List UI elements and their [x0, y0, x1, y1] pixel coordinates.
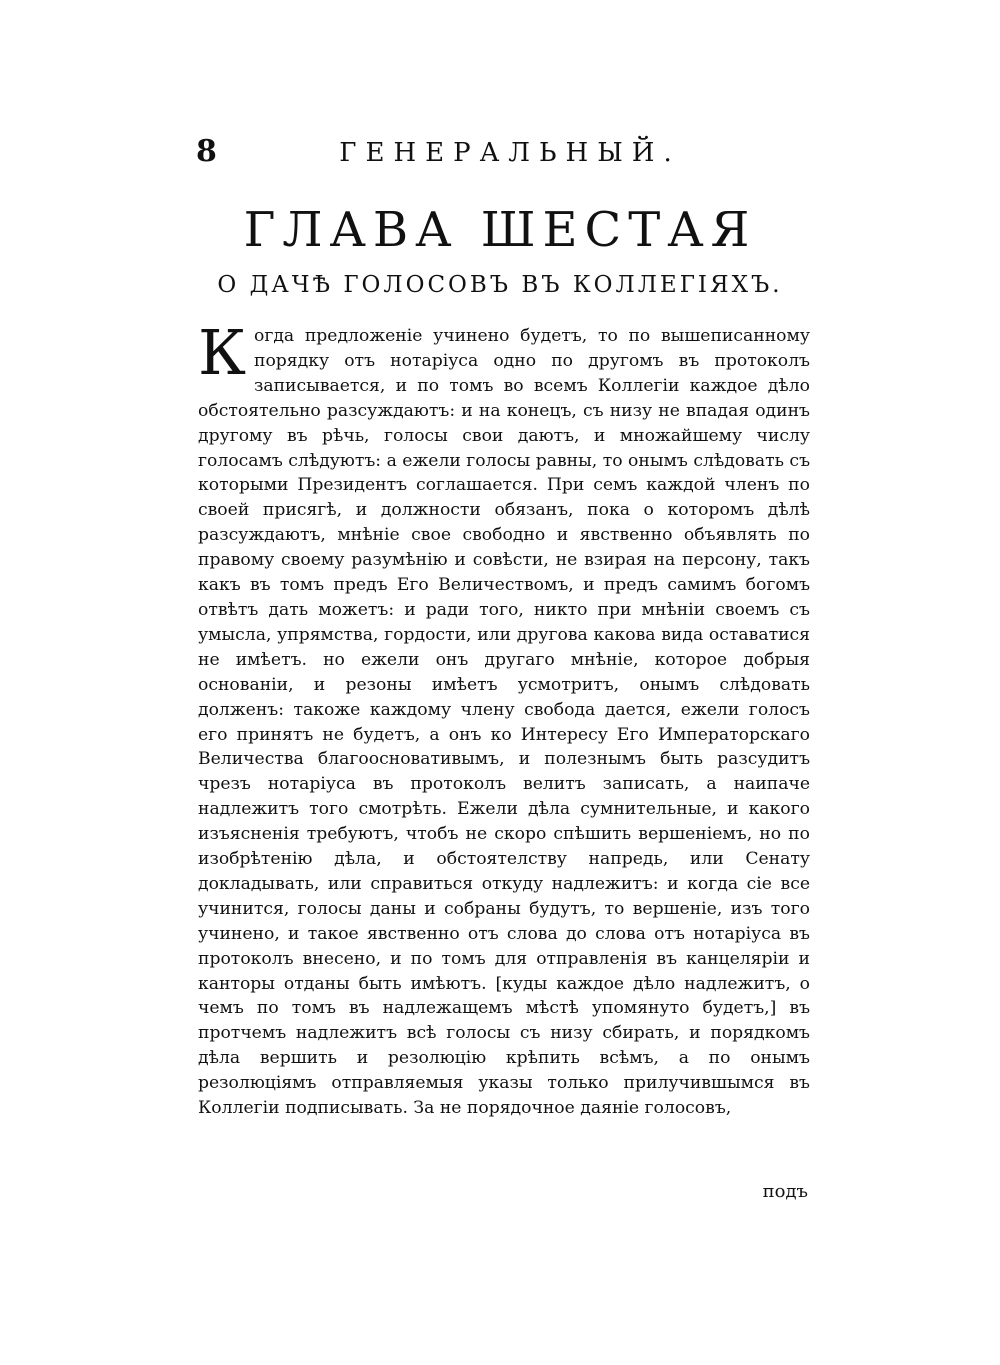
page-number: 8: [196, 134, 217, 169]
chapter-subtitle: О ДАЧѢ ГОЛОСОВЪ ВЪ КОЛЛЕГIЯХЪ.: [217, 272, 783, 298]
catchword: подъ: [762, 1181, 808, 1202]
body-paragraph: [198, 316, 810, 1121]
running-head: ГЕНЕРАЛЬНЫЙ.: [339, 138, 681, 168]
drop-cap: К: [198, 316, 246, 389]
body-text: огда предложенiе учинено будетъ, то по вышеписанному порядку отъ нотарiуса одно по другомъ въ протоколъ записывается, и по томъ во всемъ Коллегiи каждое дѣло обстоятельно разсуждаютъ: и на конецъ, съ низу не впадая одинъ другому въ рѣчь, голосы свои даютъ, и множайшему числу голосамъ слѣдуютъ: а ежели голосы равны, то онымъ слѣдовать съ которыми Президентъ соглашается. При семъ каждой членъ по своей присягѣ, и должности обязанъ, пока о которомъ дѣлѣ разсуждаютъ, мнѣнiе свое свободно и явственно объявлять по правому своему разумѣнiю и совѣсти, не взирая на персону, такъ какъ въ томъ предъ Его Величествомъ, и предъ самимъ богомъ отвѣтъ дать можетъ: и ради того, никто при мнѣнiи своемъ съ умысла, упрямства, гордости, или другова какова вида оставатися не имѣетъ. но ежели онъ другаго мнѣнiе, которое добрыя основанiи, и резоны имѣетъ усмотритъ, онымъ слѣдовать долженъ: такоже каждому члену свобода дается, ежели голосъ его принятъ не будетъ, а онъ ко Интересу Его Императорскаго Величества благоосновативымъ, и полезнымъ быть разсудитъ чрезъ нотарiуса въ протоколъ велитъ записать, а наипаче надлежитъ того смотрѣть. Ежели дѣла сумнительные, и какого изъясненiя требуютъ, чтобъ не скоро спѣшить вершенiемъ, но по изобрѣтенiю дѣла, и обстоятелству напредь, или Сенату докладывать, или справиться откуду надлежитъ: и когда сiе все учинится, голосы даны и собраны будутъ, то вершенiе, изъ того учинено, и такое явственно отъ слова до слова отъ нотарiуса въ протоколъ внесено, и по томъ для отправленiя въ канцелярiи и канторы отданы быть имѣютъ. [куды каждое дѣло надлежитъ, о чемъ по томъ въ надлежащемъ мѣстѣ упомянуто будетъ,] въ протчемъ надлежитъ всѣ голосы съ низу сбирать, и порядкомъ дѣла вершить и резолюцiю крѣпить всѣмъ, а по онымъ резолюцiямъ отправляемыя указы только прилучившымся въ Коллегiи подписывать. За не порядочное даянiе голосовъ,: [198, 326, 810, 1119]
chapter-title: ГЛАВА ШЕСТАЯ: [243, 202, 757, 258]
